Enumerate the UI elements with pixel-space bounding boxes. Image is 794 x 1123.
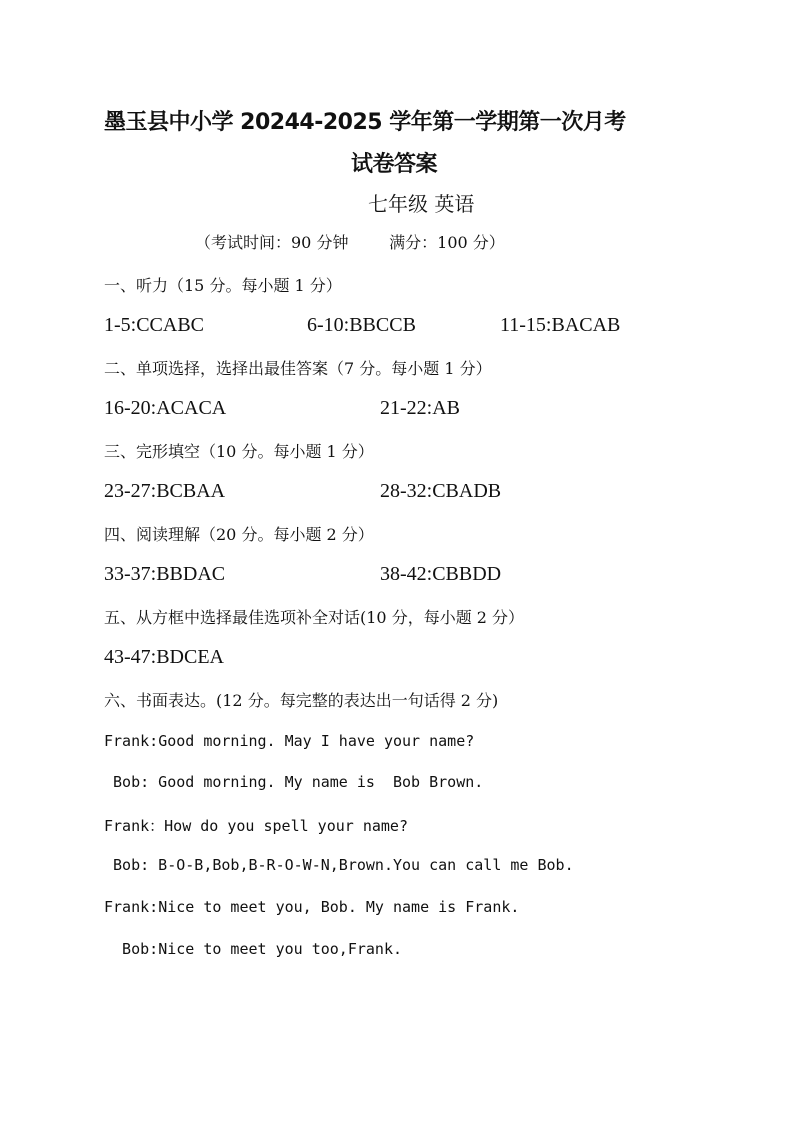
dialogue-speaker: Bob:: [104, 940, 159, 958]
exam-info: （考试时间：90 分钟 满分：100 分）: [195, 233, 505, 252]
dialogue-line: [104, 856, 574, 874]
dialogue-line: [104, 898, 519, 916]
answer-group: 11-15:BACAB: [500, 314, 621, 336]
answer-group: 33-37:BBDAC: [104, 563, 226, 585]
dialogue-speaker: Frank:: [104, 732, 159, 750]
section-heading-cloze: 三、完形填空（10 分。每小题 1 分）: [104, 442, 374, 461]
answer-group: 1-5:CCABC: [104, 314, 205, 336]
section-heading-listening: 一、听力（15 分。每小题 1 分）: [104, 276, 342, 295]
section-heading-writing: 六、书面表达。(12 分。每完整的表达出一句话得 2 分): [104, 691, 499, 710]
dialogue-line: [104, 815, 408, 836]
title-line-1: 墨玉县中小学 20244-2025 学年第一学期第一次月考: [104, 110, 626, 135]
dialogue-speaker: Bob:: [104, 773, 150, 791]
answer-group: 6-10:BBCCB: [307, 314, 416, 336]
answer-group: 38-42:CBBDD: [380, 563, 502, 585]
answer-group: 21-22:AB: [380, 397, 460, 419]
dialogue-text: B-O-B,Bob,B-R-O-W-N,Brown.You can call me Bob.: [149, 856, 574, 874]
dialogue-speaker: Frank：: [104, 817, 165, 835]
dialogue-text: How do you spell your name?: [164, 817, 408, 835]
answer-group: 28-32:CBADB: [380, 480, 502, 502]
answer-group: 43-47:BDCEA: [104, 646, 224, 668]
dialogue-line: [104, 940, 402, 958]
title-line-2: 试卷答案: [351, 152, 438, 177]
dialogue-text: Nice to meet you too,Frank.: [158, 940, 403, 958]
section-heading-single-choice: 二、单项选择，选择出最佳答案（7 分。每小题 1 分）: [104, 359, 492, 378]
dialogue-text: Good morning. May I have your name?: [158, 732, 475, 750]
dialogue-line: [104, 773, 483, 791]
answer-group: 23-27:BCBAA: [104, 480, 226, 502]
section-heading-dialogue-completion: 五、从方框中选择最佳选项补全对话(10 分，每小题 2 分）: [104, 608, 525, 627]
dialogue-speaker: Frank:: [104, 898, 159, 916]
section-heading-reading: 四、阅读理解（20 分。每小题 2 分）: [104, 525, 374, 544]
dialogue-speaker: Bob:: [104, 856, 150, 874]
answer-group: 16-20:ACACA: [104, 397, 227, 419]
subtitle: 七年级 英语: [368, 192, 475, 216]
dialogue-text: Good morning. My name is Bob Brown.: [149, 773, 484, 791]
dialogue-line: [104, 732, 474, 750]
dialogue-text: Nice to meet you, Bob. My name is Frank.: [158, 898, 520, 916]
